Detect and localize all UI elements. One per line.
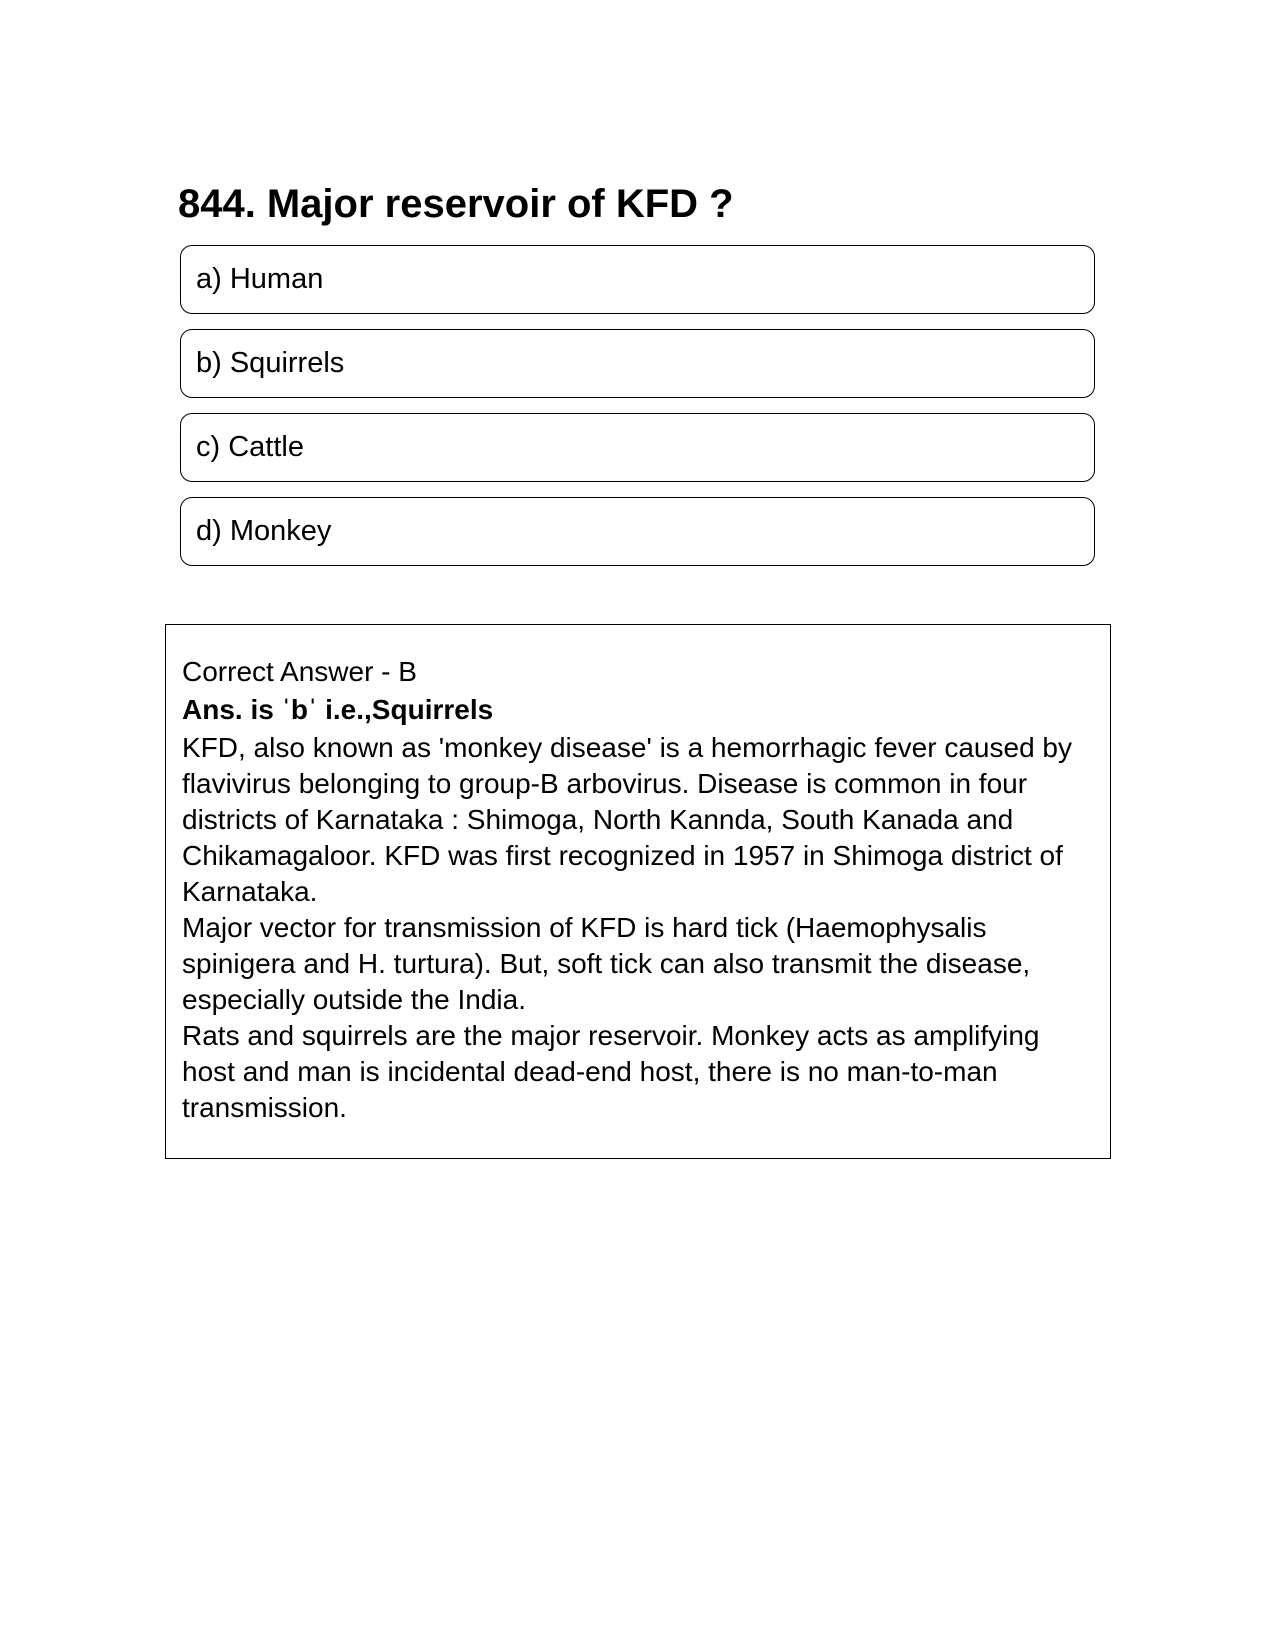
explanation-paragraph-1: KFD, also known as 'monkey disease' is a hemorrhagic fever caused by flavivirus belonging to group-B arbovirus. Disease is common in four districts of Karnataka : Shimoga, North Kannda, South Kanada and Chikamagaloor. KFD was first recognized in 1957 in Shimoga district of Karnataka. (182, 732, 1072, 907)
option-a[interactable] (180, 245, 1095, 314)
option-b-label: b) Squirrels (196, 347, 345, 379)
explanation-paragraph-2: Major vector for transmission of KFD is hard tick (Haemophysalis spinigera and H. turtura). But, soft tick can also transmit the disease, especially outside the India. (182, 912, 1031, 1015)
option-c-label: c) Cattle (196, 431, 304, 463)
question-text: Major reservoir of KFD ? (266, 182, 734, 226)
correct-answer-line: Correct Answer - B (182, 656, 417, 687)
answer-explanation-box (165, 624, 1111, 1159)
option-a-label: a) Human (196, 263, 324, 295)
question-number: 844. (178, 182, 256, 226)
answer-heading: Ans. is ˈbˈ i.e.,Squirrels (182, 694, 494, 725)
question-title (178, 176, 734, 232)
option-c[interactable] (180, 413, 1095, 482)
option-d-label: d) Monkey (196, 515, 332, 547)
option-d[interactable] (180, 497, 1095, 566)
options-list (180, 245, 1095, 581)
option-b[interactable] (180, 329, 1095, 398)
explanation-paragraph-3: Rats and squirrels are the major reservoir. Monkey acts as amplifying host and man is incidental dead-end host, there is no man-to-man transmission. (182, 1020, 1040, 1123)
